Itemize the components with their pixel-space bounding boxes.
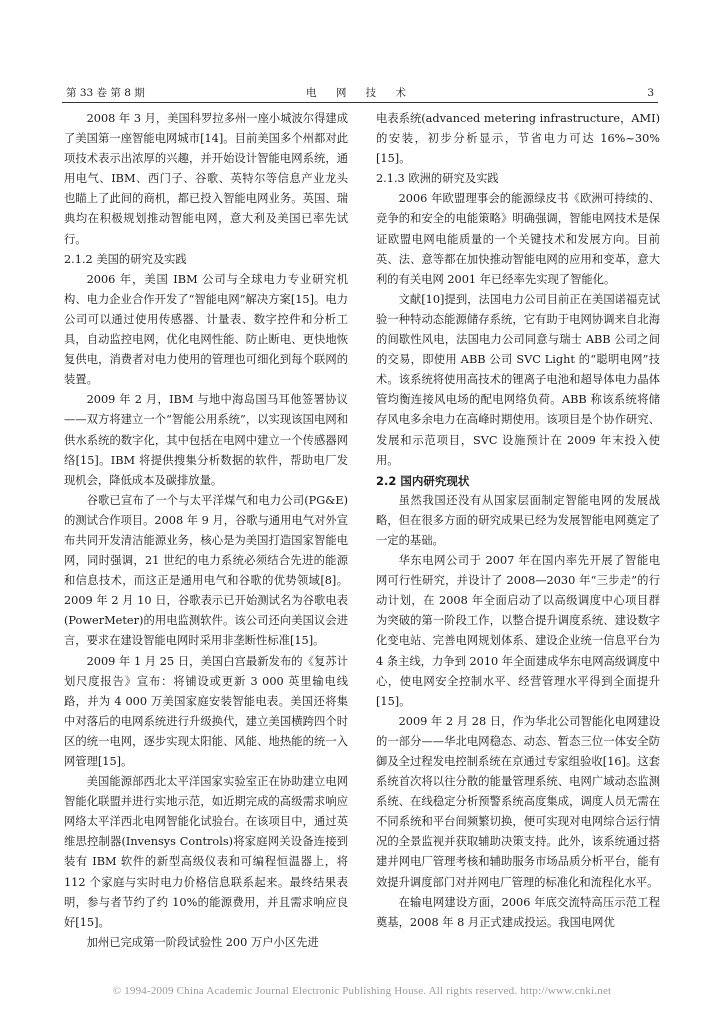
paragraph: 2009 年 1 月 25 日，美国白宫最新发布的《复苏计划尺度报告》宣布：将铺设或更新 3 000 英里输电线路，并为 4 000 万美国家庭安装智能电表。美国还将集中对落后的电网系统进行升级换代，建立美国横跨四个时区的统一电网，逐步实现太阳能、风能、地热能的统一入网管理[15]。: [64, 654, 348, 768]
running-header: [62, 84, 658, 102]
paragraph: 2008 年 3 月，美国科罗拉多州一座小城波尔得建成了美国第一座智能电网城市[14]。目前美国多个州都对此项技术表示出浓厚的兴趣，并开始设计智能电网系统，通用电气、IBM、西门子、谷歌、英特尔等信息产业龙头也瞄上了此间的商机，都已投入智能电网业务。英国、瑞典均在积极规划推动智能电网，意大利及美国已率先试行。: [64, 112, 348, 246]
paragraph: 虽然我国还没有从国家层面制定智能电网的发展战略，但在很多方面的研究成果已经为发展智能电网奠定了一定的基础。: [376, 493, 660, 547]
copyright-footer: © 1994-2009 China Academic Journal Electronic Publishing House. All rights reserved. http://www.cnki.net: [112, 985, 612, 997]
right-column: [376, 109, 660, 933]
section-heading: 2.1.2 美国的研究及实践: [64, 252, 187, 266]
left-column: [64, 109, 348, 953]
paragraph: 谷歌已宣布了一个与太平洋煤气和电力公司(PG&E)的测试合作项目。2008 年 9 月，谷歌与通用电气对外宣布共同开发清洁能源业务，核心是为美国打造国家智能电网，同时强调，21 世纪的电力系统必须结合先进的能源和信息技术，而这正是通用电气和谷歌的优势领域[8]。2009 年 2 月 10 日，谷歌表示已开始测试名为谷歌电表(PowerMeter)的用电监测软件。该公司还向美国议会进言，要求在建设智能电网时采用非垄断性标准[15]。: [64, 493, 348, 648]
paragraph: 2006 年，美国 IBM 公司与全球电力专业研究机构、电力企业合作开发了“智能电网”解决方案[15]。电力公司可以通过使用传感器、计量表、数字控件和分析工具，自动监控电网，优化电网性能、防止断电、更快地恢复供电，消费者对电力使用的管理也可细化到每个联网的装置。: [64, 272, 348, 387]
header-rule: [62, 102, 658, 103]
paragraph: 美国能源部西北太平洋国家实验室正在协助建立电网智能化联盟并进行实地示范，如近期完成的高级需求响应网络太平洋西北电网智能化试验台。在该项目中，通过英维思控制器(Invensys Controls)将家庭网关设备连接到装有 IBM 软件的新型高级仪表和可编程恒温器上，将 112 个家庭与实时电力价格信息联系起来。最终结果表明，参与者节约了约 10%的能源费用，并且需求响应良好[15]。: [64, 775, 348, 929]
paragraph-continued: 电表系统(advanced metering infrastructure，AMI)的安装，初步分析显示，节省电力可达 16%~30%[15]。: [376, 112, 660, 166]
paragraph: 2009 年 2 月 28 日，作为华北公司智能化电网建设的一部分——华北电网稳态、动态、暂态三位一体安全防御及全过程发电控制系统在京通过专家组验收[16]。这套系统首次将以往分散的能量管理系统、电网广域动态监测系统、在线稳定分析预警系统高度集成，调度人员无需在不同系统和平台间频繁切换，便可实现对电网综合运行情况的全景监视并获取辅助决策支持。此外，该系统通过搭建并网电厂管理考核和辅助服务市场品质分析平台，能有效提升调度部门对并网电厂管理的标准化和流程化水平。: [376, 714, 660, 889]
paragraph: 华东电网公司于 2007 年在国内率先开展了智能电网可行性研究，并设计了 2008—2030 年“三步走”的行动计划，在 2008 年全面启动了以高级调度中心项目群为突破的第一阶段工作，以整合提升调度系统、建设数字化变电站、完善电网规划体系、建设企业统一信息平台为 4 条主线，力争到 2010 年全面建成华东电网高级调度中心，使电网安全控制水平、经营管理水平得到全面提升[15]。: [376, 554, 660, 708]
header-page-number: 3: [647, 87, 654, 99]
paragraph: 加州已完成第一阶段试验性 200 万户小区先进: [86, 935, 319, 949]
section-heading: 2.1.3 欧洲的研究及实践: [376, 172, 499, 186]
header-journal-title: 电 网 技 术: [305, 87, 414, 99]
paragraph: 文献[10]提到，法国电力公司目前正在美国诺福克试验一种特动态能源储存系统，它有助于电网协调来自北海的间歇性风电，法国电力公司同意与瑞士 ABB 公司之间的交易，即使用 ABB 公司 SVC Light 的“聪明电网”技术。该系统将使用高技术的锂离子电池和超导体电力晶体管均衡连接风电场的配电网络负荷。ABB 称该系统将储存风电多余电力在高峰时期使用。该项目是个协作研究、发展和示范项目，SVC 设施预计在 2009 年末投入使用。: [376, 292, 660, 467]
section-heading-bold: 2.2 国内研究现状: [376, 473, 470, 488]
paragraph: 2009 年 2 月，IBM 与地中海岛国马耳他签署协议——双方将建立一个“智能公用系统”，以实现该国电网和供水系统的数字化，其中包括在电网中建立一个传感器网络[15]。IBM 将提供搜集分析数据的软件，帮助电厂发现机会，降低成本及碳排放量。: [64, 393, 348, 487]
header-volume-issue: 第 33 卷 第 8 期: [66, 87, 145, 99]
paragraph: 在输电网建设方面，2006 年底交流特高压示范工程奠基，2008 年 8 月正式建成投运。我国电网优: [376, 895, 660, 929]
paragraph: 2006 年欧盟理事会的能源绿皮书《欧洲可持续的、竞争的和安全的电能策略》明确强调，智能电网技术是保证欧盟电网电能质量的一个关键技术和发展方向。目前英、法、意等都在加快推动智能电网的应用和变革，意大利的有关电网 2001 年已经率先实现了智能化。: [376, 192, 660, 286]
